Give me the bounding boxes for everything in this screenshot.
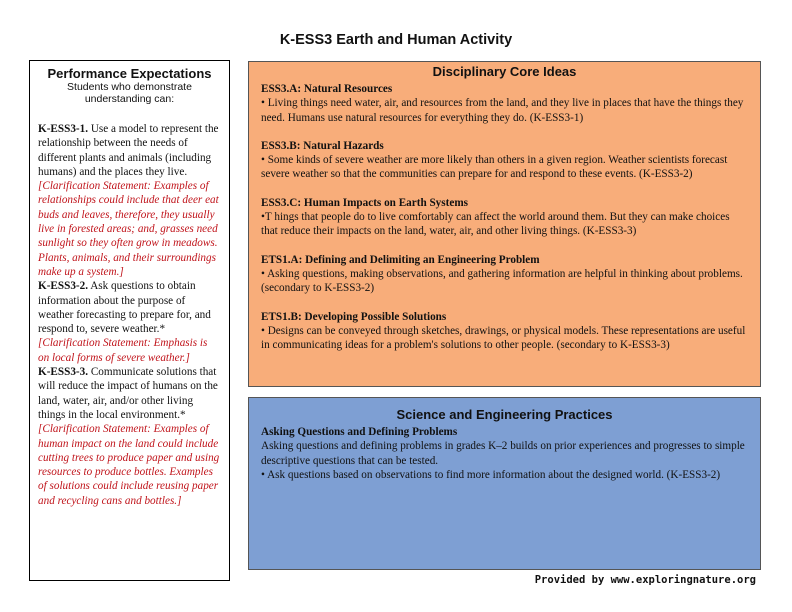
pe-clarification: [Clarification Statement: Emphasis is on local forms of severe weather.] [38,337,208,364]
dci-section [261,82,748,125]
pe-code: K-ESS3-1. [38,123,89,135]
sep-body [261,425,748,482]
footer-credit: Provided by www.exploringnature.org [534,574,756,586]
dci-section [261,310,748,353]
page-title: K-ESS3 Earth and Human Activity [279,32,513,48]
performance-expectation-item [38,365,221,508]
pe-text: Communicate solutions that will reduce the impact of humans on the land, water, air, and/or other living things in the local environment.* [38,366,218,421]
performance-expectations-panel [29,60,230,581]
pe-text: Ask questions to obtain information about the purpose of weather forecasting to prepare for, and respond to, severe weather.* [38,280,211,336]
dci-section-heading: ETS1.A: Defining and Delimiting an Engineering Problem [261,253,540,266]
dci-section-text: •T hings that people do to live comfortably can affect the world around them. But they can make choices that reduce their impacts on the land, water, air, and other living things. (K-ESS3-3) [261,211,730,238]
dci-section-text: • Some kinds of severe weather are more likely than others in a given region. Weather scientists forecast severe weather so that the communities can prepare for and respond to these events. (K-ESS3-2) [261,154,728,181]
dci-section-text: • Asking questions, making observations, and gathering information are helpful in thinking about problems. (secondary to K-ESS3-2) [261,267,743,295]
dci-section-heading: ESS3.C: Human Impacts on Earth Systems [261,196,468,209]
dci-section [261,139,748,182]
performance-expectations-heading: Performance Expectations [47,66,212,81]
dci-section [261,196,748,239]
disciplinary-core-ideas-heading: Disciplinary Core Ideas [432,64,577,79]
dci-section [261,253,748,296]
pe-text: Use a model to represent the relationship between the needs of different plants and animals (including humans) and the places they live. [38,123,219,178]
dci-section-heading: ETS1.B: Developing Possible Solutions [261,310,447,323]
performance-expectations-list [38,122,221,508]
dci-section-text: • Living things need water, air, and resources from the land, and they live in places that have the things they need. Humans use natural resources for everything they do. (K-ESS3-1) [261,97,744,124]
sep-bullet: • Ask questions based on observations to find more information about the designed world. (K-ESS3-2) [261,468,721,481]
dci-section-text: • Designs can be conveyed through sketches, drawings, or physical models. These representations are useful in communicating ideas for a problem's solutions to other people. (secondary to K-ESS3-3) [261,324,746,352]
disciplinary-core-ideas-panel [248,61,761,387]
pe-code: K-ESS3-3. [38,366,89,379]
performance-expectation-item [38,279,221,365]
science-engineering-practices-heading: Science and Engineering Practices [396,407,613,422]
science-engineering-practices-panel [248,397,761,570]
dci-section-heading: ESS3.A: Natural Resources [261,83,393,95]
performance-expectation-item [38,122,221,279]
pe-clarification: [Clarification Statement: Examples of human impact on the land could include cutting trees to produce paper and using resources to produce bottles. Examples of solutions could include reusing paper and recycling cans and bottles.] [38,423,220,507]
dci-section-heading: ESS3.B: Natural Hazards [261,139,384,152]
pe-code: K-ESS3-2. [38,280,89,293]
sep-subheading: Asking Questions and Defining Problems [261,426,458,438]
pe-clarification: [Clarification Statement: Examples of relationships could include that deer eat buds and leaves, therefore, they usually live in forested areas; and, grasses need sunlight so they often grow in meadows. Plants, animals, and their surroundings make up a system.] [38,180,219,278]
performance-expectations-subheading: Students who demonstrate understanding can: [67,81,192,105]
sep-paragraph: Asking questions and defining problems in grades K–2 builds on prior experiences and progresses to simple descriptive questions that can be tested. [261,440,745,467]
